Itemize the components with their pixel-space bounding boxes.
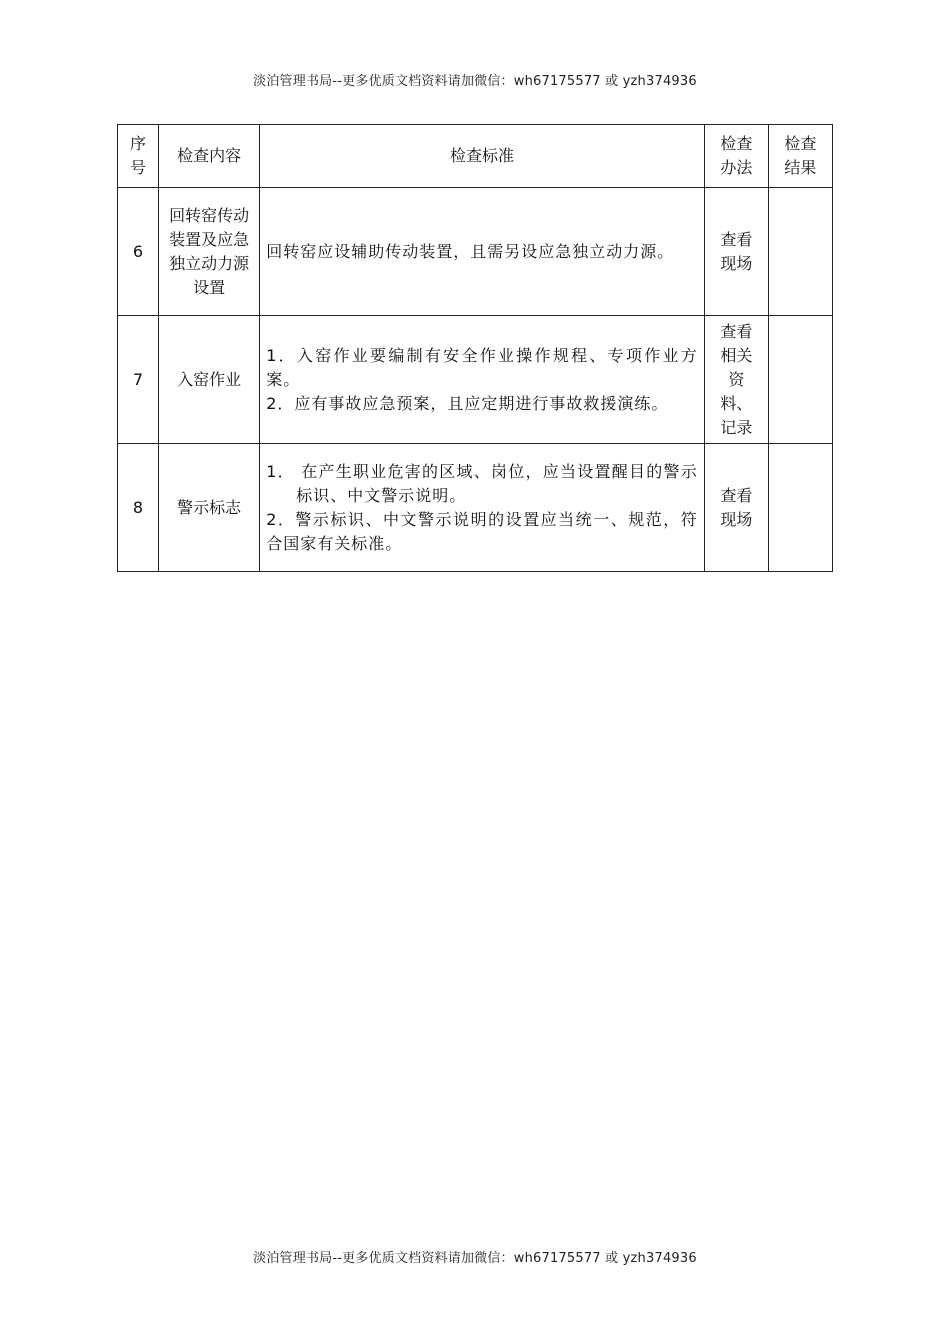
cell-result: [768, 188, 832, 316]
cell-standard: [260, 444, 705, 572]
page-header: 淡泊管理书局--更多优质文档资料请加微信：wh67175577 或 yzh374936: [253, 74, 697, 89]
standard-line: 回转窑应设辅助传动装置，且需另设应急独立动力源。: [266, 241, 675, 261]
col-header-method: 检查办法: [704, 125, 768, 188]
table-header-row: [118, 125, 833, 188]
col-header-result: 检查结果: [768, 125, 832, 188]
cell-method: 查看现场: [704, 444, 768, 572]
col-header-no: 序号: [118, 125, 159, 188]
cell-no: 6: [118, 188, 159, 316]
standard-line: 2．警示标识、中文警示说明的设置应当统一、规范，符合国家有关标准。: [266, 509, 698, 553]
standard-line: 1． 在产生职业危害的区域、岗位，应当设置醒目的警示标识、中文警示说明。: [266, 461, 698, 505]
cell-standard: [260, 316, 705, 444]
inspection-table: [117, 124, 833, 572]
page-footer: 淡泊管理书局--更多优质文档资料请加微信：wh67175577 或 yzh374936: [253, 1251, 697, 1266]
cell-item: 入窑作业: [159, 316, 260, 444]
cell-standard: [260, 188, 705, 316]
cell-no: 7: [118, 316, 159, 444]
standard-line: 1．入窑作业要编制有安全作业操作规程、专项作业方案。: [266, 345, 698, 389]
col-header-standard: 检查标准: [260, 125, 705, 188]
standard-line: 2．应有事故应急预案，且应定期进行事故救援演练。: [266, 393, 669, 413]
cell-result: [768, 444, 832, 572]
table-row: [118, 316, 833, 444]
cell-method: 查看相关资料、记录: [704, 316, 768, 444]
cell-result: [768, 316, 832, 444]
cell-item: 回转窑传动装置及应急独立动力源设置: [159, 188, 260, 316]
cell-method: 查看现场: [704, 188, 768, 316]
cell-item: 警示标志: [159, 444, 260, 572]
table-row: [118, 188, 833, 316]
cell-no: 8: [118, 444, 159, 572]
col-header-item: 检查内容: [159, 125, 260, 188]
table-row: [118, 444, 833, 572]
